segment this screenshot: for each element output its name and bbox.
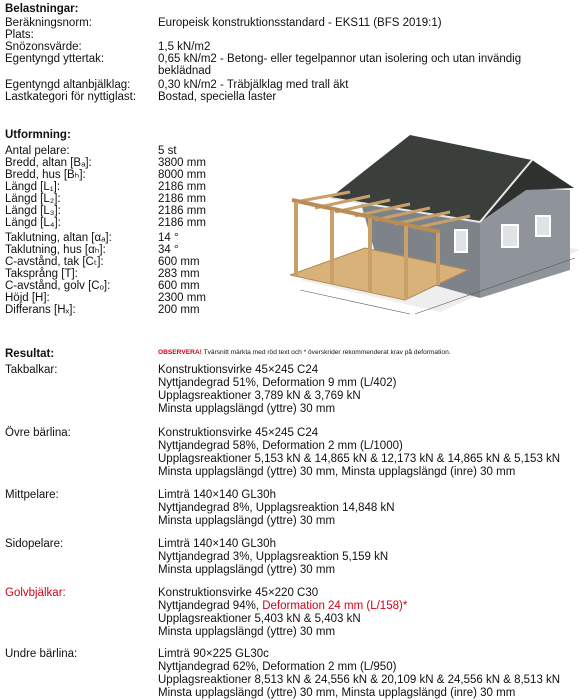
design-label: Bredd, altan [Bₐ]: — [5, 157, 92, 169]
result-line: Minsta upplagslängd (yttre) 30 mm, Minsta upplagslängd (inre) 30 mm — [158, 687, 516, 699]
result-line-part: Nyttjandegrad 94%, — [158, 600, 263, 612]
result-line: Nyttjandegrad 62%, Deformation 2 mm (L/950) — [158, 661, 397, 673]
warning-text: Tvärsnitt märkta med röd text och * överskrider rekommenderat krav på deformation. — [201, 349, 451, 356]
result-line: Minsta upplagslängd (yttre) 30 mm — [158, 564, 336, 576]
design-value: 2300 mm — [158, 292, 206, 304]
result-line: Nyttjandegrad 8%, Upplagsreaktion 14,848 kN — [158, 502, 395, 514]
design-value: 200 mm — [158, 304, 200, 316]
design-value: 600 mm — [158, 256, 200, 268]
result-line: Nyttjandegrad 58%, Deformation 2 mm (L/1000) — [158, 440, 403, 452]
design-value: 8000 mm — [158, 169, 206, 181]
result-line: Nyttjandegrad 3%, Upplagsreaktion 5,159 kN — [158, 551, 389, 563]
result-values — [158, 587, 583, 639]
result-line: Minsta upplagslängd (yttre) 30 mm — [158, 626, 336, 638]
load-label: Plats: — [5, 29, 34, 41]
result-line: Minsta upplagslängd (yttre) 30 mm, Minsta upplagslängd (inre) 30 mm — [158, 466, 516, 478]
design-label: Antal pelare: — [5, 145, 70, 157]
result-label: Mittpelare: — [5, 489, 59, 501]
result-values — [158, 648, 583, 700]
design-label: Bredd, hus [Bₕ]: — [5, 169, 86, 181]
result-line: Konstruktionsvirke 45×245 C24 — [158, 427, 319, 439]
results-heading: Resultat: — [5, 348, 55, 360]
design-value: 3800 mm — [158, 157, 206, 169]
result-label-warning: Golvbjälkar: — [5, 587, 66, 599]
result-label: Sidopelare: — [5, 538, 64, 550]
load-label: Egentyngd yttertak: — [5, 53, 105, 65]
window — [455, 230, 467, 252]
load-value: Bostad, speciella laster — [158, 91, 277, 103]
result-line — [158, 600, 583, 613]
design-label: Längd [L₃]: — [5, 205, 61, 217]
design-value: 2186 mm — [158, 217, 206, 229]
load-value: beklädnad — [158, 65, 212, 77]
design-value: 5 st — [158, 145, 177, 157]
load-label: Snözonsvärde: — [5, 41, 82, 53]
result-line: Limträ 90×225 GL30c — [158, 648, 269, 660]
design-label: C-avstånd, tak [Cₜ]: — [5, 256, 104, 268]
load-label: Lastkategori för nyttiglast: — [5, 91, 137, 103]
result-line: Upplagsreaktioner 8,513 kN & 24,556 kN & 20,109 kN & 24,556 kN & 8,513 kN — [158, 674, 561, 686]
result-values — [158, 427, 583, 479]
result-line: Konstruktionsvirke 45×245 C24 — [158, 364, 319, 376]
result-values — [158, 538, 583, 577]
result-label: Takbalkar: — [5, 364, 58, 376]
design-value: 2186 mm — [158, 193, 206, 205]
result-values — [158, 489, 583, 528]
design-value: 34 ° — [158, 244, 179, 256]
design-label: Längd [L₂]: — [5, 193, 61, 205]
load-value: 1,5 kN/m2 — [158, 41, 211, 53]
design-label: Taklutning, hus [αₕ]: — [5, 244, 106, 256]
result-line: Upplagsreaktioner 5,403 kN & 5,403 kN — [158, 613, 361, 625]
design-label: C-avstånd, golv [Cₒ]: — [5, 280, 111, 292]
load-value: Europeisk konstruktionsstandard - EKS11 (BFS 2019:1) — [158, 17, 442, 29]
design-value: 283 mm — [158, 268, 200, 280]
load-value: 0,30 kN/m2 - Träbjälklag med trall äkt — [158, 79, 349, 91]
result-line: Limträ 140×140 GL30h — [158, 538, 276, 550]
load-row-continued — [5, 65, 585, 78]
result-line: Limträ 140×140 GL30h — [158, 489, 276, 501]
result-line: Nyttjandegrad 51%, Deformation 9 mm (L/402) — [158, 377, 397, 389]
result-line: Upplagsreaktioner 5,153 kN & 14,865 kN & 12,173 kN & 14,865 kN & 5,153 kN — [158, 453, 561, 465]
design-value: 600 mm — [158, 280, 200, 292]
window — [536, 216, 550, 236]
load-label: Egentyngd altanbjälklag: — [5, 79, 131, 91]
loads-heading: Belastningar: — [5, 3, 79, 15]
warning-label: OBSERVERA! — [158, 349, 202, 356]
result-line: Minsta upplagslängd (yttre) 30 mm — [158, 515, 336, 527]
load-row — [5, 91, 585, 104]
result-label: Undre bärlina: — [5, 648, 78, 660]
house-with-patio-illustration — [290, 130, 580, 316]
window — [502, 225, 518, 247]
design-label: Differans [Hₓ]: — [5, 304, 76, 316]
result-line: Upplagsreaktioner 3,789 kN & 3,769 kN — [158, 390, 361, 402]
load-label: Beräkningsnorm: — [5, 17, 92, 29]
load-value: 0,65 kN/m2 - Betong- eller tegelpannor utan isolering och utan invändig — [158, 53, 522, 65]
design-label: Höjd [H]: — [5, 292, 50, 304]
design-label: Längd [L₁]: — [5, 181, 61, 193]
result-line: Minsta upplagslängd (yttre) 30 mm — [158, 403, 336, 415]
design-label: Taksprång [T]: — [5, 268, 78, 280]
deformation-warning: Deformation 24 mm (L/158)* — [262, 600, 408, 612]
design-value: 2186 mm — [158, 205, 206, 217]
design-label: Taklutning, altan [αₐ]: — [5, 232, 112, 244]
design-label: Längd [L₄]: — [5, 217, 61, 229]
result-values — [158, 364, 583, 416]
result-label: Övre bärlina: — [5, 427, 71, 439]
result-line: Konstruktionsvirke 45×220 C30 — [158, 587, 319, 599]
design-value: 2186 mm — [158, 181, 206, 193]
design-heading: Utformning: — [5, 129, 71, 141]
warning-note — [158, 349, 451, 356]
design-value: 14 ° — [158, 232, 179, 244]
